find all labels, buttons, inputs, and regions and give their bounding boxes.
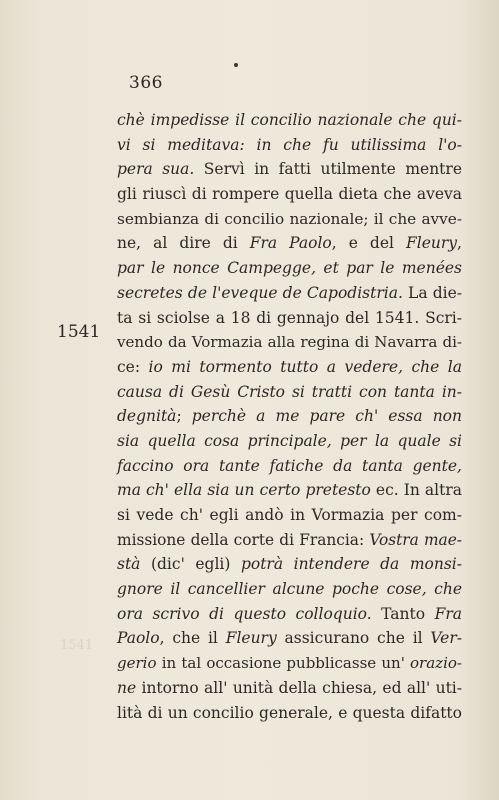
italic-run: ora scrivo di questo colloquio. [117,604,372,623]
roman-run: lità di un concilio generale, e questa difatto [117,703,462,722]
roman-run: missione della corte di Francia: [117,530,370,549]
text-line [117,182,462,207]
text-line [117,528,462,553]
text-line [117,133,462,158]
body-text [117,108,462,725]
bleed-through-year: 1541 [60,638,94,653]
text-line [117,404,462,429]
italic-run: Fleury [406,234,458,253]
italic-run: stà [117,555,141,574]
roman-run: Tanto [371,604,435,623]
italic-run: secretes de l'eveque de Capodistria. [117,283,403,302]
roman-run: (dic' egli) [140,555,241,574]
page-number: 366 [129,73,163,93]
roman-run: ce: [117,357,149,376]
italic-run: sia quella cosa principale, per la quale si [117,431,462,450]
text-line [117,330,462,355]
italic-run: chè impedisse il concilio nazionale che qui- [117,111,462,129]
italic-run: Fra Paolo [249,234,332,253]
text-line [117,108,462,133]
text-line [117,157,462,182]
text-line [117,552,462,577]
text-line [117,577,462,602]
italic-run: Vostra mae- [369,530,462,549]
roman-run: vendo da Vormazia alla regina di Navarra di- [117,333,462,352]
roman-run: si vede ch' egli andò in Vormazia per com- [117,506,462,524]
roman-run: Servì in fatti utilmente mentre [194,160,462,179]
text-line [117,256,462,281]
roman-run: in tal occasione pubblicasse un' [156,654,410,673]
roman-run: ; [176,407,192,426]
roman-run: sembianza di concilio nazionale; il che avve- [117,209,462,228]
text-line [117,478,462,503]
text-line [117,306,462,331]
italic-run: Paolo [117,629,160,648]
roman-run: intorno all' unità della chiesa, ed all' uti- [136,678,462,697]
italic-run: Fleury [225,629,277,648]
text-line [117,503,462,528]
italic-run: par le nonce Campegge, et par le menées [117,259,462,278]
roman-run: ne, al dire di [117,234,250,253]
italic-run: faccino ora tante fatiche da tanta gente, [117,456,462,475]
margin-year-note: 1541 [57,322,101,342]
roman-run: gli riuscì di rompere quella dieta che aveva [117,185,462,204]
ink-dot [234,63,238,67]
text-line [117,207,462,232]
roman-run: ec. In altra [370,481,462,500]
roman-run: , che il [159,629,226,648]
text-line [117,602,462,627]
italic-run: orazio- [410,654,462,673]
italic-run: gnore il cancellier alcune poche cose, che [117,580,462,599]
text-line [117,676,462,701]
text-line [117,454,462,479]
text-line [117,281,462,306]
roman-run: La die- [402,283,462,302]
text-line [117,429,462,454]
italic-run: Fra [434,604,462,623]
text-line [117,355,462,380]
italic-run: ma ch' ella sia un certo pretesto [117,481,371,500]
text-line [117,231,462,256]
roman-run: , e del [331,234,406,253]
italic-run: vi si meditava: in che fu utilissima l'o- [117,135,462,154]
roman-run: ta si sciolse a 18 di gennajo del 1541. Scri- [117,308,462,327]
text-line [117,626,462,651]
italic-run: causa di Gesù Cristo si tratti con tanta in- [117,382,462,401]
roman-run: assicurano che il [276,629,431,648]
roman-run: , [457,234,462,253]
italic-run: potrà intendere da monsi- [240,555,462,574]
italic-run: perchè a me pare ch' essa non [191,407,462,426]
italic-run: degnità [117,407,177,426]
text-line [117,380,462,405]
text-line [117,701,462,726]
italic-run: pera sua. [117,160,195,179]
italic-run: Ver- [430,629,462,648]
italic-run: io mi tormento tutto a vedere, che la [148,357,462,376]
italic-run: ne [117,678,137,697]
italic-run: gerio [117,654,157,673]
text-line [117,651,462,676]
